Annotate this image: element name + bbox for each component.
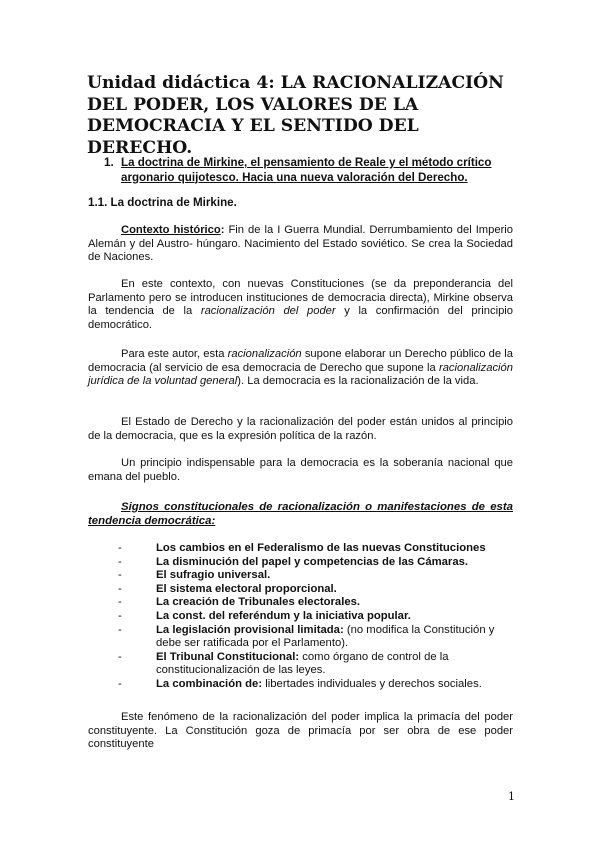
section-heading <box>104 156 524 185</box>
signos-list <box>118 542 514 692</box>
list-item <box>118 651 514 678</box>
subsection-heading: 1.1. La doctrina de Mirkine. <box>88 196 237 209</box>
list-item <box>118 610 514 624</box>
list-item-bold: Los cambios en el Federalismo de las nuevas Constituciones <box>156 542 486 554</box>
list-dash: - <box>118 650 122 663</box>
paragraph-context <box>88 224 513 265</box>
list-item-rest: libertades individuales y derechos sociales. <box>262 677 482 690</box>
context-colon: : <box>220 224 225 236</box>
section-number: 1. <box>104 156 114 169</box>
p3-text-a: Para este autor, esta <box>121 348 228 360</box>
list-dash: - <box>118 542 122 554</box>
list-item-rest: como órgano de control de la constitucionalización de las leyes. <box>156 650 449 677</box>
p2-emphasis: racionalización del poder <box>200 305 336 318</box>
list-item-bold: La disminución del papel y competencias de las Cámaras. <box>156 555 469 568</box>
page-number: 1 <box>508 790 515 803</box>
list-item <box>118 542 514 556</box>
list-dash: - <box>118 677 122 690</box>
list-item-bold: El sufragio universal. <box>156 569 271 582</box>
list-item-bold: El Tribunal Constitucional: <box>156 650 300 663</box>
list-item-rest: (no modifica la Constitución y debe ser ratificada por el Parlamento). <box>156 623 495 650</box>
list-item <box>118 624 514 651</box>
context-label: Contexto histórico <box>121 224 221 236</box>
paragraph-rationalization <box>88 348 513 389</box>
list-item <box>118 678 514 692</box>
signos-heading: Signos constitucionales de racionalización o manifestaciones de esta tendencia democrática: <box>88 501 513 527</box>
document-title: Unidad didáctica 4: LA RACIONALIZACIÓN DEL PODER, LOS VALORES DE LA DEMOCRACIA Y EL SENTIDO DEL DERECHO. <box>87 73 504 158</box>
p3-text-c: ). La democracia es la racionalización de la vida. <box>237 375 479 388</box>
list-dash: - <box>118 609 122 622</box>
p2-text-b: y la confirmación del principio democrático. <box>88 305 514 331</box>
list-item <box>118 569 514 583</box>
list-dash: - <box>118 596 122 609</box>
p3-emphasis-1: racionalización <box>227 348 302 360</box>
paragraph-constituent-power: Este fenómeno de la racionalización del poder implica la primacía del poder constituyente. La Constitución goza de primacía por ser obra de ese poder constituyente <box>88 711 513 751</box>
list-item-bold: La combinación de: <box>156 677 263 690</box>
list-dash: - <box>118 623 122 636</box>
p3-emphasis-2: racionalización jurídica de la voluntad general <box>88 361 513 388</box>
list-item-bold: La const. del referéndum y la iniciativa popular. <box>156 609 411 622</box>
list-item <box>118 583 514 597</box>
list-item <box>118 596 514 610</box>
list-dash: - <box>118 582 122 595</box>
p2-text-a: En este contexto, con nuevas Constituciones (se da preponderancia del Parlamento pero se introducen instituciones de democracia directa), Mirkine observa la tendencia de la <box>88 278 513 318</box>
paragraph-sovereignty: Un principio indispensable para la democracia es la soberanía nacional que emana del pueblo. <box>88 457 513 483</box>
list-item-bold: La creación de Tribunales electorales. <box>156 596 361 609</box>
context-text: Fin de la I Guerra Mundial. Derrumbamiento del Imperio Alemán y del Austro- húngaro. Nacimiento del Estado soviético. Se crea la Sociedad de Naciones. <box>88 224 513 264</box>
paragraph-rule-of-law: El Estado de Derecho y la racionalización del poder están unidos al principio de la democracia, que es la expresión política de la razón. <box>88 416 513 442</box>
list-item <box>118 556 514 570</box>
list-dash: - <box>118 569 122 582</box>
list-dash: - <box>118 555 122 568</box>
p3-text-b: supone elaborar un Derecho público de la democracia (al servicio de esa democracia de Derecho que supone la <box>88 348 513 374</box>
list-item-bold: El sistema electoral proporcional. <box>156 582 337 595</box>
section-heading-text: La doctrina de Mirkine, el pensamiento de Reale y el método crítico argonario quijotesco. Hacia una nueva valoración del Derecho. <box>121 156 492 184</box>
paragraph-new-constitutions <box>88 278 513 332</box>
list-item-bold: La legislación provisional limitada: <box>156 623 344 636</box>
